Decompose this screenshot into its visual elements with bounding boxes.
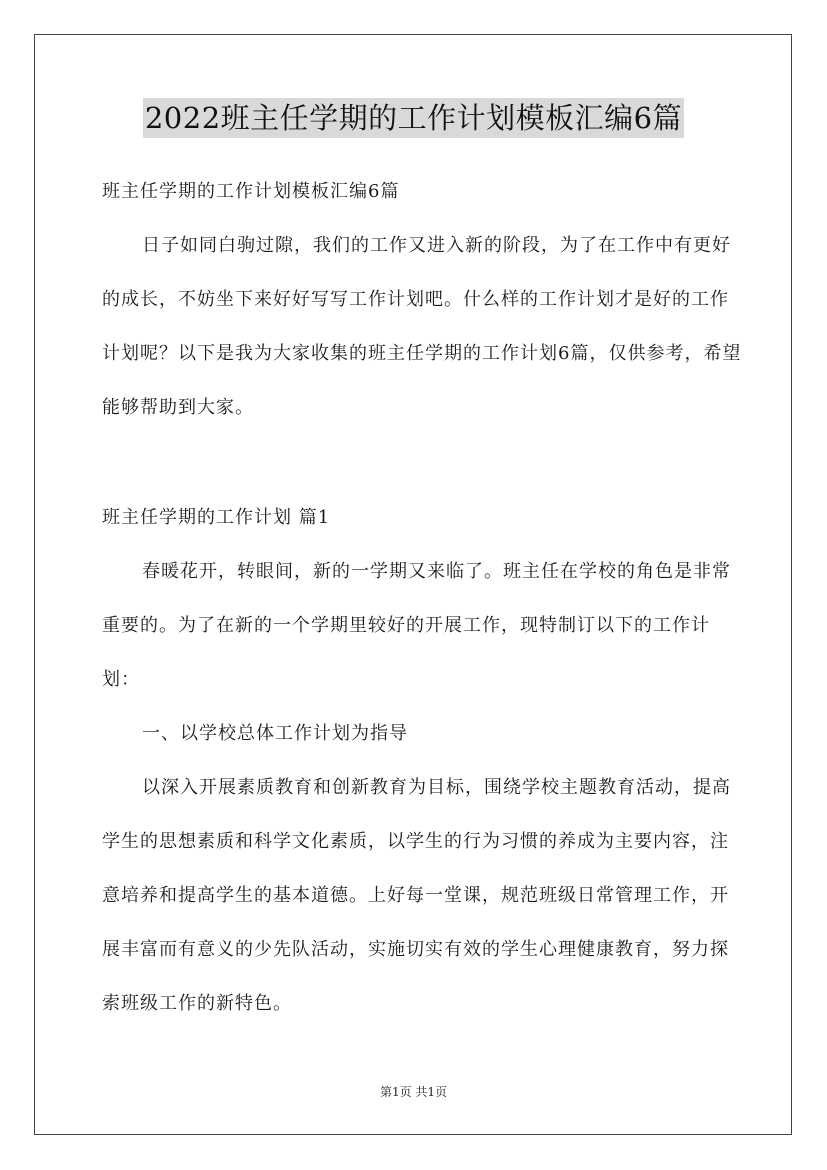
document-title: 2022班主任学期的工作计划模板汇编6篇 [143, 98, 684, 138]
subtitle: 班主任学期的工作计划模板汇编6篇 [102, 181, 400, 202]
section-heading: 班主任学期的工作计划 篇1 [102, 507, 331, 528]
page-footer: 第1页 共1页 [379, 1085, 448, 1099]
title-container [0, 98, 827, 138]
point-1-heading: 一、以学校总体工作计划为指导 [142, 723, 408, 744]
intro-paragraph: 日子如同白驹过隙，我们的工作又进入新的阶段，为了在工作中有更好的成长，不妨坐下来好好写写工作计划吧。什么样的工作计划才是好的工作计划呢？以下是我为大家收集的班主任学期的工作计划6篇，仅供参考，希望能够帮助到大家。 [102, 235, 742, 418]
point-1-body: 以深入开展素质教育和创新教育为目标，围绕学校主题教育活动，提高学生的思想素质和科学文化素质，以学生的行为习惯的养成为主要内容，注意培养和提高学生的基本道德。上好每一堂课，规范班级日常管理工作，开展丰富而有意义的少先队活动，实施切实有效的学生心理健康教育，努力探索班级工作的新特色。 [102, 777, 731, 1014]
paragraph-1: 春暖花开，转眼间，新的一学期又来临了。班主任在学校的角色是非常重要的。为了在新的一个学期里较好的开展工作，现特制订以下的工作计划： [102, 561, 731, 690]
